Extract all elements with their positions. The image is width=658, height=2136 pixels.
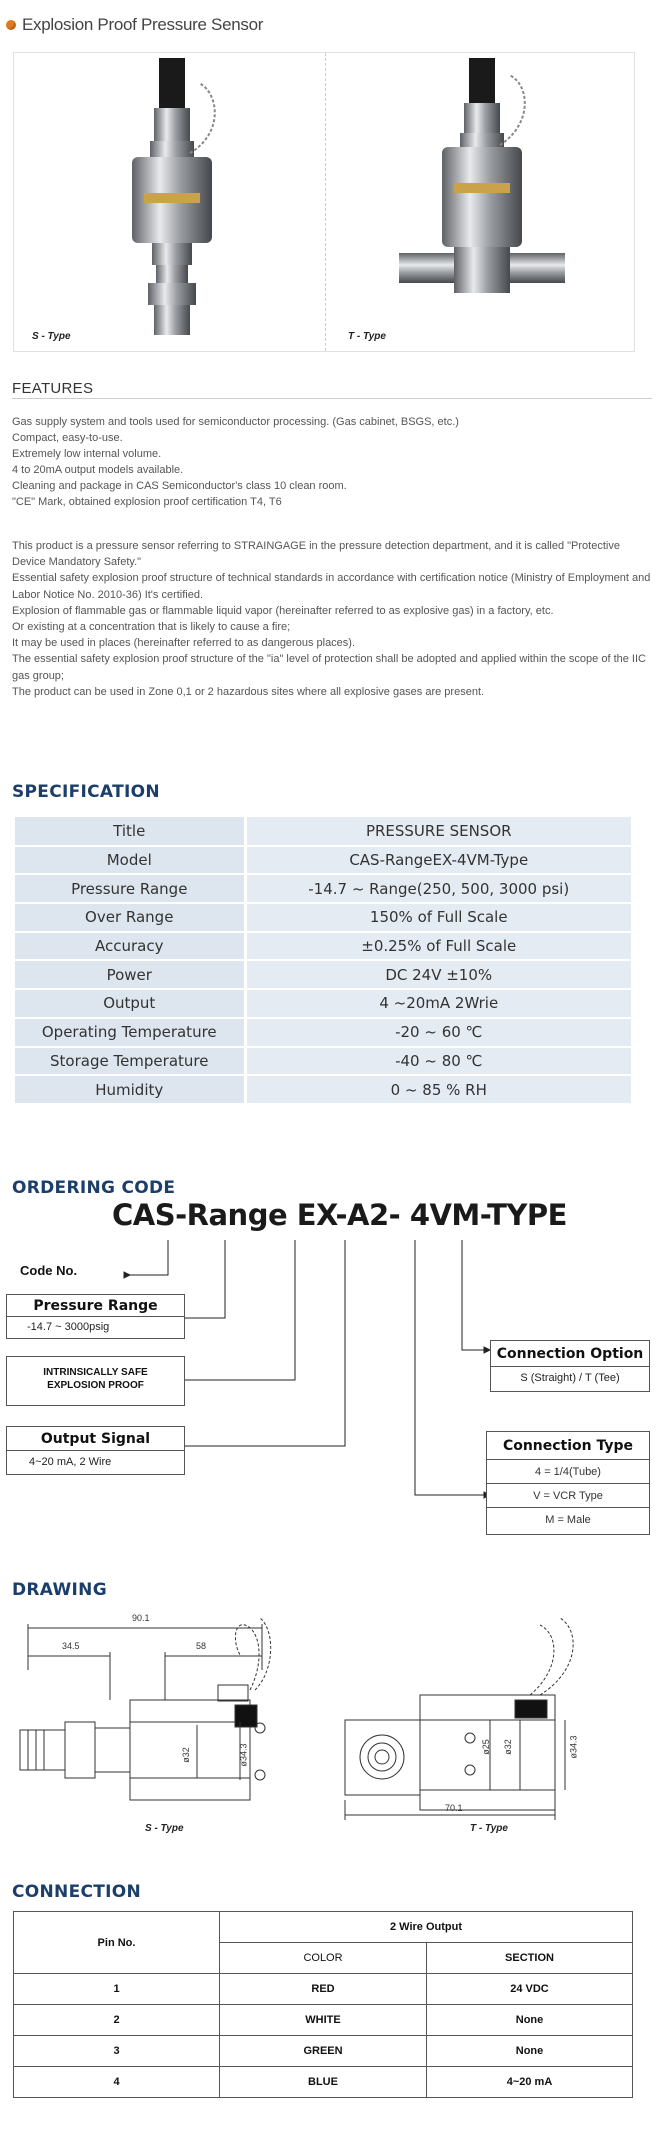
spec-key: Storage Temperature (15, 1047, 245, 1076)
ordering-code-heading: ORDERING CODE (12, 1178, 176, 1198)
connection-type-row: V = VCR Type (487, 1484, 649, 1508)
color-cell: RED (220, 1974, 427, 2005)
spec-value: ±0.25% of Full Scale (245, 932, 631, 961)
description-line: The essential safety explosion proof structure of the "ia" level of protection shall be adopted and applied within the scope of the IIC gas group; (12, 653, 646, 682)
dim-label: 90.1 (132, 1613, 150, 1623)
features-list (12, 414, 652, 510)
connection-option-box (490, 1340, 650, 1392)
connection-heading: CONNECTION (12, 1882, 142, 1902)
description-line: This product is a pressure sensor referring to STRAINGAGE in the pressure detection department, and it is called "Protective Device Mandatory Safety." (12, 540, 620, 569)
section-cell: None (427, 2036, 633, 2067)
table-row (15, 1075, 631, 1104)
spec-key: Over Range (15, 903, 245, 932)
spec-key: Humidity (15, 1075, 245, 1104)
ordering-code-string: CAS-Range EX-A2- 4VM-TYPE (112, 1198, 567, 1232)
specification-table (15, 817, 631, 1105)
pin-cell: 3 (14, 2036, 220, 2067)
dim-label: 34.5 (62, 1641, 80, 1651)
description-line: Explosion of flammable gas or flammable liquid vapor (hereinafter referred to as explosive gas) in a factory, etc. (12, 604, 554, 617)
features-title: FEATURES (12, 380, 94, 397)
connection-table (13, 1911, 633, 2098)
pin-header: Pin No. (14, 1912, 220, 1974)
drawing-t-type-caption: T - Type (470, 1823, 508, 1834)
table-row (15, 989, 631, 1018)
intrinsic-safe-line2: EXPLOSION PROOF (47, 1380, 144, 1391)
table-row (15, 1047, 631, 1076)
color-header: COLOR (220, 1943, 427, 1974)
table-row (15, 903, 631, 932)
specification-heading: SPECIFICATION (12, 782, 160, 802)
table-row (15, 817, 631, 846)
dim-label: ø32 (180, 1747, 191, 1763)
table-row (15, 1018, 631, 1047)
feature-item: "CE" Mark, obtained explosion proof certification T4, T6 (12, 496, 282, 508)
dim-label: 58 (196, 1641, 207, 1651)
spec-key: Title (15, 817, 245, 846)
connection-type-row: M = Male (545, 1514, 591, 1526)
connection-option-value: S (Straight) / T (Tee) (520, 1372, 620, 1384)
section-cell: 4~20 mA (427, 2067, 633, 2098)
spec-value: -40 ~ 80 ℃ (245, 1047, 631, 1076)
output-signal-box (6, 1426, 185, 1475)
intrinsic-safe-line1: INTRINSICALLY SAFE (43, 1367, 148, 1378)
s-type-caption: S - Type (32, 331, 71, 342)
section-header: SECTION (427, 1943, 633, 1974)
drawing-s-type-caption: S - Type (145, 1823, 184, 1834)
dim-label: ø25 (480, 1739, 491, 1755)
table-row (14, 1912, 633, 1943)
page-header (6, 14, 263, 36)
table-row (14, 2067, 633, 2098)
color-cell: GREEN (220, 2036, 427, 2067)
table-row (14, 2005, 633, 2036)
spec-key: Operating Temperature (15, 1018, 245, 1047)
table-row (14, 1974, 633, 2005)
pin-cell: 1 (14, 1974, 220, 2005)
spec-key: Power (15, 960, 245, 989)
output-signal-title: Output Signal (7, 1427, 184, 1451)
photo-divider (325, 53, 326, 351)
spec-value: 150% of Full Scale (245, 903, 631, 932)
product-photos (13, 52, 635, 352)
connection-type-title: Connection Type (487, 1432, 649, 1460)
output-signal-value: 4~20 mA, 2 Wire (29, 1456, 112, 1468)
technical-drawing (0, 1610, 658, 1850)
spec-key: Accuracy (15, 932, 245, 961)
spec-value: -14.7 ~ Range(250, 500, 3000 psi) (245, 874, 631, 903)
table-row (15, 846, 631, 875)
dim-label: ø32 (502, 1739, 513, 1755)
features-divider (12, 398, 652, 399)
section-cell: 24 VDC (427, 1974, 633, 2005)
spec-value: -20 ~ 60 ℃ (245, 1018, 631, 1047)
table-row (15, 932, 631, 961)
features-description (12, 538, 652, 700)
intrinsic-safe-box (6, 1356, 185, 1406)
description-line: Or existing at a concentration that is likely to cause a fire; (12, 621, 291, 634)
drawing-heading: DRAWING (12, 1580, 107, 1600)
table-row (14, 2036, 633, 2067)
pressure-range-box (6, 1294, 185, 1339)
connection-type-box (486, 1431, 650, 1535)
color-cell: WHITE (220, 2005, 427, 2036)
page-title: Explosion Proof Pressure Sensor (22, 15, 264, 34)
spec-value: CAS-RangeEX-4VM-Type (245, 846, 631, 875)
spec-value: 4 ~20mA 2Wrie (245, 989, 631, 1018)
feature-item: Extremely low internal volume. (12, 448, 162, 460)
feature-item: 4 to 20mA output models available. (12, 464, 184, 476)
pin-cell: 2 (14, 2005, 220, 2036)
description-line: Essential safety explosion proof structure of technical standards in accordance with certification notice (Ministry of Employment and Labor Notice No. 2010-36) It's certified. (12, 572, 651, 601)
feature-item: Cleaning and package in CAS Semiconductor's class 10 clean room. (12, 480, 347, 492)
spec-value: PRESSURE SENSOR (245, 817, 631, 846)
color-cell: BLUE (220, 2067, 427, 2098)
t-type-caption: T - Type (348, 331, 386, 342)
description-line: The product can be used in Zone 0,1 or 2 hazardous sites where all explosive gases are present. (12, 685, 485, 698)
pin-cell: 4 (14, 2067, 220, 2098)
bullet-icon (6, 20, 16, 30)
dim-label: 70.1 (445, 1803, 463, 1813)
table-row (15, 960, 631, 989)
section-cell: None (427, 2005, 633, 2036)
table-row (15, 874, 631, 903)
code-no-label: Code No. (20, 1263, 78, 1278)
dim-label: ø34.3 (238, 1743, 249, 1767)
ordering-connector-lines (0, 1235, 658, 1615)
spec-value: DC 24V ±10% (245, 960, 631, 989)
spec-key: Pressure Range (15, 874, 245, 903)
pressure-range-title: Pressure Range (7, 1295, 184, 1317)
feature-item: Compact, easy-to-use. (12, 432, 123, 444)
description-line: It may be used in places (hereinafter referred to as dangerous places). (12, 637, 356, 650)
pressure-range-value: -14.7 ~ 3000psig (27, 1321, 110, 1333)
spec-value: 0 ~ 85 % RH (245, 1075, 631, 1104)
connection-option-title: Connection Option (491, 1341, 649, 1367)
spec-key: Output (15, 989, 245, 1018)
group-header: 2 Wire Output (220, 1912, 633, 1943)
feature-item: Gas supply system and tools used for semiconductor processing. (Gas cabinet, BSGS, etc.) (12, 416, 459, 428)
spec-key: Model (15, 846, 245, 875)
connection-type-row: 4 = 1/4(Tube) (487, 1460, 649, 1484)
dim-label: ø34.3 (568, 1735, 579, 1759)
